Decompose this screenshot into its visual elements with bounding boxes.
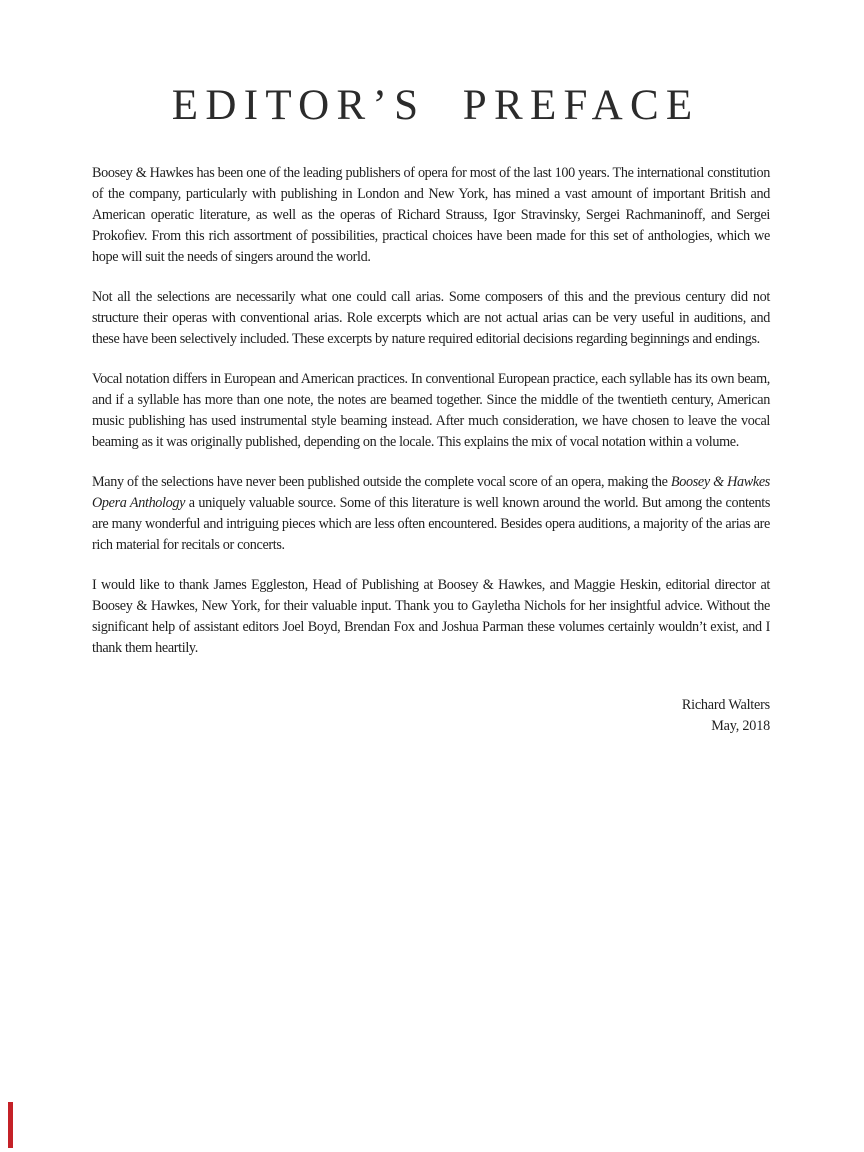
paragraph-4	[92, 472, 770, 556]
page-title: EDITOR’S PREFACE	[171, 82, 700, 129]
paragraph-4-post: a uniquely valuable source. Some of this literature is well known around the world. But among the contents are many wonderful and intriguing pieces which are less often encountered. Besides opera auditions, a majority of the arias are rich material for recitals or concerts.	[92, 495, 771, 553]
signature-date: May, 2018	[711, 718, 770, 734]
paragraph-1: Boosey & Hawkes has been one of the leading publishers of opera for most of the last 100 years. The international constitution of the company, particularly with publishing in London and New York, has mined a vast amount of important British and American operatic literature, as well as the operas of Richard Strauss, Igor Stravinsky, Sergei Rachmaninoff, and Sergei Prokofiev. From this rich assortment of possibilities, practical choices have been made for this set of anthologies, which we hope will suit the needs of singers around the world.	[92, 165, 770, 265]
paragraph-4-pre: Many of the selections have never been published outside the complete vocal score of an opera, making the	[92, 474, 671, 490]
signature-block	[92, 695, 770, 737]
paragraph-5: I would like to thank James Eggleston, Head of Publishing at Boosey & Hawkes, and Maggie Heskin, editorial director at Boosey & Hawkes, New York, for their valuable input. Thank you to Gayletha Nichols for her insightful advice. Without the significant help of assistant editors Joel Boyd, Brendan Fox and Joshua Parman these volumes certainly wouldn’t exist, and I thank them heartily.	[92, 577, 770, 656]
paragraph-3: Vocal notation differs in European and American practices. In conventional European practice, each syllable has its own beam, and if a syllable has more than one note, the notes are beamed together. Since the middle of the twentieth century, American music publishing has used instrumental style beaming instead. After much consideration, we have chosen to leave the vocal beaming as it was originally published, depending on the locale. This explains the mix of vocal notation within a volume.	[92, 371, 770, 450]
paragraph-2: Not all the selections are necessarily what one could call arias. Some composers of this and the previous century did not structure their operas with conventional arias. Role excerpts which are not actual arias can be very useful in auditions, and these have been selectively included. These excerpts by nature required editorial decisions regarding beginnings and endings.	[92, 289, 770, 347]
anthology-title-italic: Boosey & Hawkes Opera Anthology	[92, 474, 770, 511]
signature-name: Richard Walters	[681, 697, 770, 713]
preface-body	[92, 128, 770, 737]
print-registration-mark	[8, 1102, 13, 1148]
